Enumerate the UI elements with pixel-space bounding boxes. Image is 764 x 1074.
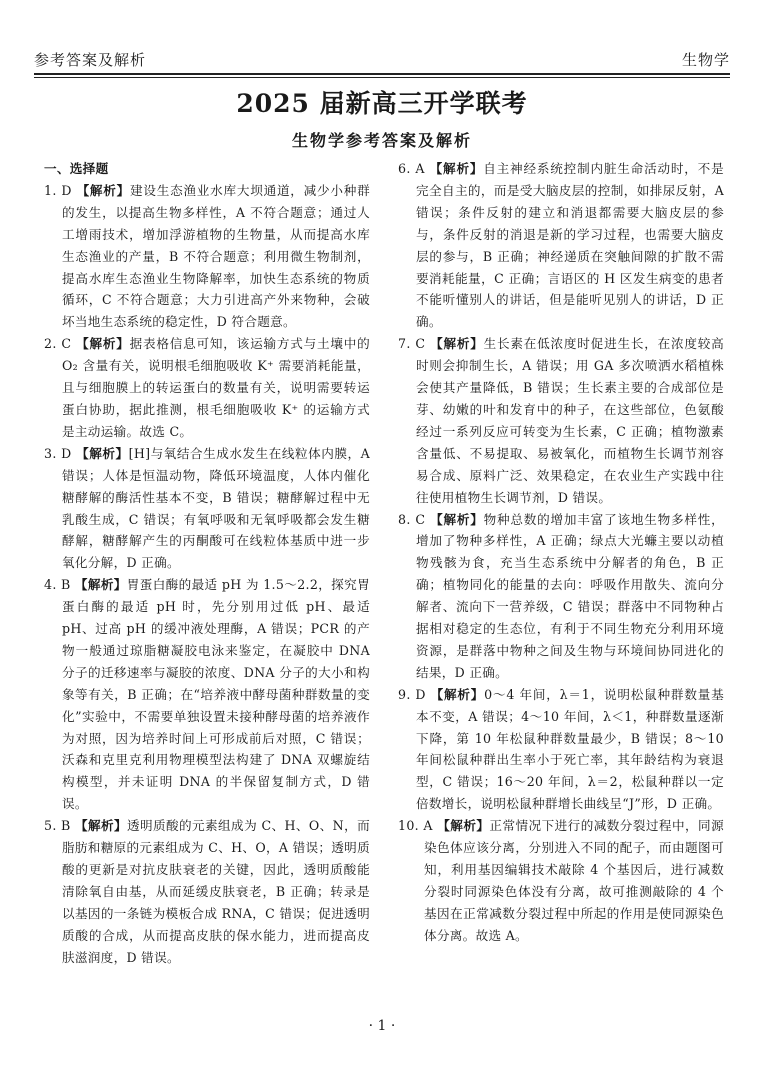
answer-number: 6. A — [398, 161, 425, 176]
answer-text: 透明质酸的元素组成为 C、H、O、N，而脂肪和糖原的元素组成为 C、H、O，A 错误；透明质酸的更新是对抗皮肤衰老的关键，因此，透明质酸能清除氧自由基，从而延缓皮肤衰老，B 正确；转录是以基因的一条链为模板合成 RNA，C 错误；促进透明质酸的合成，从而提高皮肤的保水能力，进而提高皮肤滋润度，D 错误。 — [62, 818, 370, 965]
answer-text: 自主神经系统控制内脏生命活动时，不是完全自主的，而是受大脑皮层的控制，如排尿反射，A 错误；条件反射的建立和消退都需要大脑皮层的参与，条件反射的消退是新的学习过程，也需要大脑皮层的参与，B 正确；神经递质在突触间隙的扩散不需要消耗能量，C 正确；言语区的 H 区发生病变的患者不能听懂别人的讲话，但是能听见别人的讲话，D 正确。 — [416, 161, 724, 330]
answer-8 — [398, 509, 724, 684]
answer-text: 正常情况下进行的减数分裂过程中，同源染色体应该分离，分别进入不同的配子，而由题图可知，利用基因编辑技术敲除 4 个基因后，进行减数分裂时同源染色体没有分离，故可推测敲除的 4 个基因在正常减数分裂过程中所起的作用是使同源染色体分离。故选 A。 — [424, 818, 724, 943]
left-column — [44, 158, 370, 969]
answer-text: 生长素在低浓度时促进生长，在浓度较高时则会抑制生长，A 错误；用 GA 多次喷洒水稻植株会使其产量降低，B 错误；生长素主要的合成部位是芽、幼嫩的叶和发育中的种子，在这些部位，色氨酸经过一系列反应可转变为生长素，C 正确；植物激素含量低、不易提取、易被氧化，而植物生长调节剂容易合成、原料广泛、效果稳定，在农业生产实践中往往使用植物生长调节剂，D 错误。 — [416, 336, 724, 505]
answer-number: 4. B — [44, 577, 71, 593]
answer-number: 7. C — [398, 336, 426, 352]
answer-9 — [398, 684, 724, 815]
answer-number: 1. D — [44, 182, 72, 198]
header-rule-thin — [34, 77, 730, 78]
answer-2 — [44, 333, 370, 443]
answer-text: 0～4 年间，λ＝1，说明松鼠种群数量基本不变，A 错误；4～10 年间，λ＜1，种群数量逐渐下降，第 10 年松鼠种群数量最少，B 错误；8～10 年间松鼠种群出生率小于死亡率，其年龄结构为衰退型，C 错误；16～20 年间，λ＝2，松鼠种群以一定倍数增长，说明松鼠种群增长曲线呈“J”形，D 正确。 — [416, 686, 724, 812]
page-number: · 1 · — [368, 1018, 396, 1034]
analysis-tag: 【解析】 — [437, 818, 490, 834]
answer-6 — [398, 158, 724, 333]
page-title: 2025 届新高三开学联考 — [236, 89, 528, 118]
analysis-tag: 【解析】 — [76, 445, 129, 461]
header-right: 生物学 — [681, 51, 730, 69]
answer-number: 5. B — [44, 818, 71, 834]
analysis-tag: 【解析】 — [429, 161, 484, 176]
answer-text: 物种总数的增加丰富了该地生物多样性，增加了物种多样性，A 正确；绿点大光蠊主要以动植物残骸为食，充当生态系统中分解者的角色，B 正确；植物同化的能量的去向：呼吸作用散失、流向分解者、流向下一营养级，C 错误；群落中不同物种占据相对稳定的生态位，有利于不同生物充分利用环境资源，是群落中物种之间及生物与环境间协同进化的结果，D 正确。 — [416, 511, 724, 680]
right-column — [398, 158, 724, 947]
analysis-tag: 【解析】 — [430, 686, 485, 702]
answer-1 — [44, 180, 370, 333]
answer-text: 胃蛋白酶的最适 pH 为 1.5～2.2，探究胃蛋白酶的最适 pH 时，先分别用过低 pH、最适 pH、过高 pH 的缓冲液处理酶，A 错误；PCR 的产物一般通过琼脂糖凝胶电泳来鉴定，在凝胶中 DNA 分子的迁移速率与凝胶的浓度、DNA 分子的大小和构象等有关，B 正确；在“培养液中酵母菌种群数量的变化”实验中，不需要单独设置未接种酵母菌的培养液作为对照，因为培养时间上可形成前后对照，C 错误；沃森和克里克利用物理模型法构建了 DNA 双螺旋结构模型，并未证明 DNA 的半保留复制方式，D 错误。 — [62, 577, 370, 812]
analysis-tag: 【解析】 — [430, 511, 484, 527]
answer-text: [H]与氧结合生成水发生在线粒体内膜，A 错误；人体是恒温动物，降低环境温度，人体内催化糖酵解的酶活性基本不变，B 错误；糖酵解过程中无乳酸生成，C 错误；有氧呼吸和无氧呼吸都会发生糖酵解，糖酵解产生的丙酮酸可在线粒体基质中进一步氧化分解，D 正确。 — [62, 445, 371, 571]
answer-4 — [44, 574, 370, 815]
answer-5 — [44, 815, 370, 968]
answer-number: 3. D — [44, 445, 72, 461]
answer-number: 9. D — [398, 686, 426, 702]
answer-number: 8. C — [398, 511, 426, 527]
analysis-tag: 【解析】 — [76, 336, 130, 352]
answer-number: 10. A — [398, 818, 433, 834]
analysis-tag: 【解析】 — [75, 818, 128, 834]
section-heading: 一、选择题 — [44, 161, 109, 176]
answer-10 — [398, 815, 724, 946]
answer-number: 2. C — [44, 336, 72, 352]
page-subtitle: 生物学参考答案及解析 — [291, 131, 472, 150]
running-header — [34, 44, 730, 70]
header-left: 参考答案及解析 — [34, 51, 147, 69]
answer-text: 建设生态渔业水库大坝通道，减少小种群的发生，以提高生物多样性，A 不符合题意；通过人工增雨技术，增加浮游植物的生物量，从而提高水库生态渔业的产量，B 不符合题意；利用微生物制剂，提高水库生态渔业生物降解率，加快生态系统的物质循环，C 不符合题意；大力引进高产外来物种，会破坏当地生态系统的稳定性，D 符合题意。 — [62, 182, 370, 330]
header-rule — [34, 73, 730, 75]
answer-7 — [398, 333, 724, 508]
analysis-tag: 【解析】 — [430, 336, 484, 352]
answer-3 — [44, 443, 370, 574]
analysis-tag: 【解析】 — [74, 577, 127, 593]
analysis-tag: 【解析】 — [76, 182, 130, 198]
answer-text: 据表格信息可知，该运输方式与土壤中的O₂ 含量有关，说明根毛细胞吸收 K⁺ 需要消耗能量，且与细胞膜上的转运蛋白的数量有关，说明需要转运蛋白协助，据此推测，根毛细胞吸收 K⁺ 的运输方式是主动运输。故选 C。 — [62, 336, 370, 439]
